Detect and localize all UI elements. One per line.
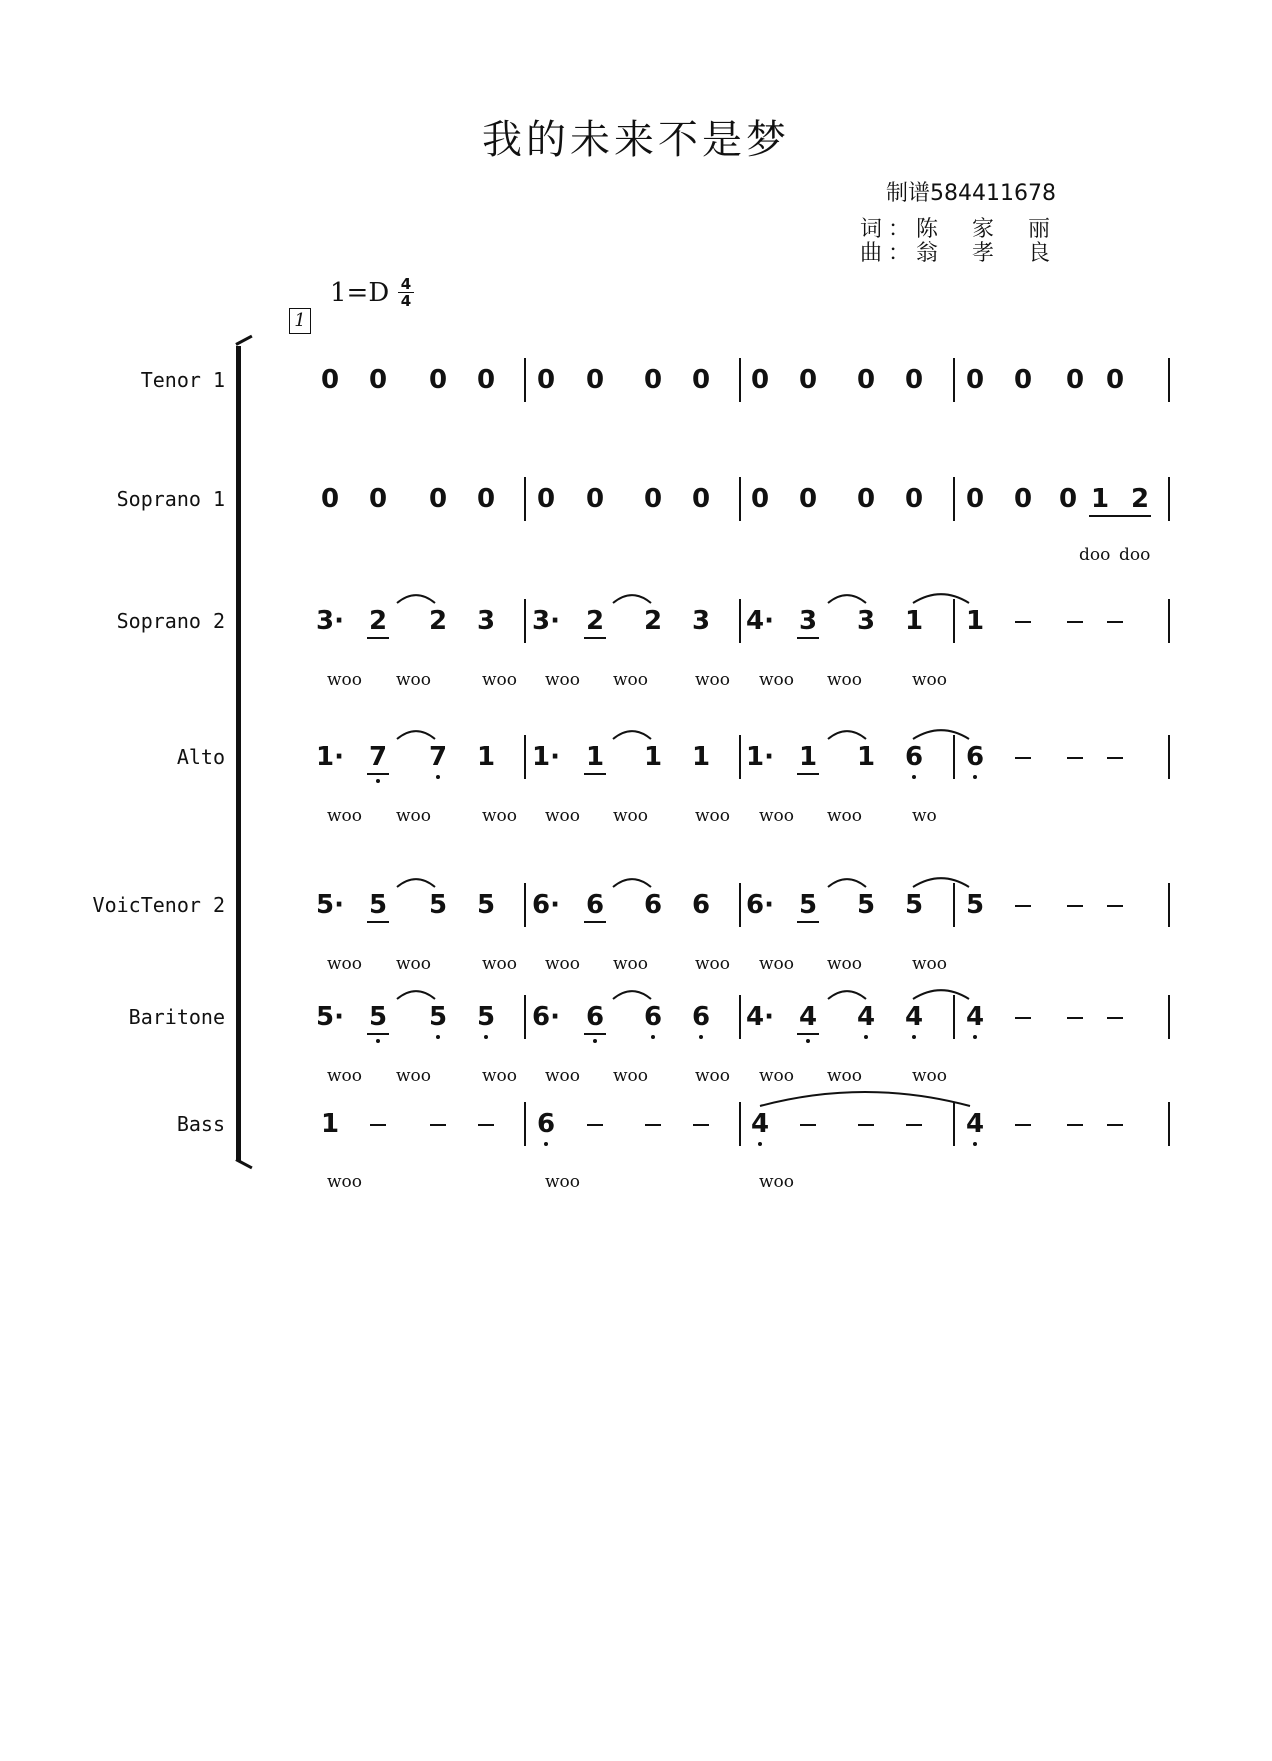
note: 3 xyxy=(691,606,711,636)
note: 5· xyxy=(316,890,344,920)
lyric-syllable: woo xyxy=(827,1066,863,1086)
slur xyxy=(913,594,969,603)
note: 0 xyxy=(476,484,496,514)
lyric-syllable: woo xyxy=(545,1066,581,1086)
note: 0 xyxy=(1065,365,1085,395)
note: 1 xyxy=(585,742,605,772)
note: 1 xyxy=(320,1109,340,1139)
lyric-syllable: wo xyxy=(912,806,937,826)
lyric-syllable: woo xyxy=(759,806,795,826)
note: 0 xyxy=(904,365,924,395)
lyric-syllable: woo xyxy=(327,670,363,690)
lyric-syllable: woo xyxy=(695,1066,731,1086)
note: 5 xyxy=(428,1002,448,1032)
note: 1 xyxy=(1090,484,1110,514)
part-label-alto: Alto xyxy=(176,745,225,769)
note: 6 xyxy=(904,742,924,772)
time-signature-bottom: 4 xyxy=(400,292,412,310)
note: 4· xyxy=(746,1002,774,1032)
note: 0 xyxy=(1105,365,1125,395)
slur xyxy=(828,595,866,603)
note: 0 xyxy=(476,365,496,395)
note: 0 xyxy=(1013,484,1033,514)
note: 1 xyxy=(691,742,711,772)
slur xyxy=(828,731,866,739)
note: 7 xyxy=(368,742,388,772)
time-signature-top: 4 xyxy=(400,275,412,293)
lyric-syllable: woo xyxy=(327,1066,363,1086)
note: 0 xyxy=(368,365,388,395)
note: 6· xyxy=(532,1002,560,1032)
note: 0 xyxy=(428,365,448,395)
note: 0 xyxy=(428,484,448,514)
note: 0 xyxy=(691,365,711,395)
note: 1 xyxy=(476,742,496,772)
slur xyxy=(613,595,651,603)
note: 3 xyxy=(856,606,876,636)
lyric-syllable: woo xyxy=(482,670,518,690)
note: 4 xyxy=(798,1002,818,1032)
note: 0 xyxy=(798,365,818,395)
note: 0 xyxy=(856,484,876,514)
lyric-syllable: woo xyxy=(545,806,581,826)
note: 0 xyxy=(904,484,924,514)
note: 0 xyxy=(643,365,663,395)
note: 4 xyxy=(904,1002,924,1032)
lyric-syllable: woo xyxy=(327,954,363,974)
lyric-syllable: woo xyxy=(695,670,731,690)
lyric-syllable: woo xyxy=(912,1066,948,1086)
note: 6 xyxy=(536,1109,556,1139)
note: 0 xyxy=(965,365,985,395)
note: 0 xyxy=(643,484,663,514)
note: 1 xyxy=(904,606,924,636)
lyric-syllable: woo xyxy=(759,1066,795,1086)
note: 5 xyxy=(476,1002,496,1032)
lyric-syllable: woo xyxy=(759,670,795,690)
slur xyxy=(397,991,435,999)
note: 0 xyxy=(1013,365,1033,395)
part-label-soprano-1: Soprano 1 xyxy=(116,487,225,511)
score-title: 我的未来不是梦 xyxy=(482,117,790,163)
lyric-syllable: doo xyxy=(1079,545,1111,565)
note: 3 xyxy=(798,606,818,636)
note: 4 xyxy=(750,1109,770,1139)
note: 1· xyxy=(532,742,560,772)
note: 0 xyxy=(965,484,985,514)
lyric-syllable: woo xyxy=(759,954,795,974)
lyric-syllable: woo xyxy=(396,806,432,826)
slur xyxy=(397,879,435,887)
slur xyxy=(397,731,435,739)
slur xyxy=(828,879,866,887)
note: 2 xyxy=(585,606,605,636)
lyric-syllable: woo xyxy=(396,954,432,974)
rehearsal-mark: 1 xyxy=(289,308,311,334)
note: 5 xyxy=(368,1002,388,1032)
lyric-syllable: woo xyxy=(327,1172,363,1192)
lyric-syllable: woo xyxy=(695,806,731,826)
note: 0 xyxy=(585,484,605,514)
part-label-bass: Bass xyxy=(176,1112,225,1136)
slur xyxy=(613,731,651,739)
part-label-soprano-2: Soprano 2 xyxy=(116,609,225,633)
lyric-syllable: woo xyxy=(545,954,581,974)
slur xyxy=(913,878,969,887)
note: 0 xyxy=(1058,484,1078,514)
lyric-syllable: woo xyxy=(482,954,518,974)
note: 1 xyxy=(798,742,818,772)
note: 2 xyxy=(368,606,388,636)
note: 6· xyxy=(532,890,560,920)
note: 5 xyxy=(856,890,876,920)
lyric-syllable: woo xyxy=(545,1172,581,1192)
key-signature: 1=D xyxy=(330,278,390,308)
slur xyxy=(760,1092,970,1106)
lyric-syllable: woo xyxy=(613,670,649,690)
note: 5 xyxy=(798,890,818,920)
note: 5 xyxy=(904,890,924,920)
note: 0 xyxy=(691,484,711,514)
note: 4· xyxy=(746,606,774,636)
lyric-syllable: woo xyxy=(613,1066,649,1086)
note: 3· xyxy=(316,606,344,636)
note: 1 xyxy=(965,606,985,636)
transcriber-credit: 制谱584411678 xyxy=(886,181,1056,206)
note: 2 xyxy=(428,606,448,636)
note: 1 xyxy=(856,742,876,772)
composer-credit: 曲：翁 孝 良 xyxy=(859,241,1056,266)
note: 3· xyxy=(532,606,560,636)
note: 0 xyxy=(750,365,770,395)
note: 6 xyxy=(691,890,711,920)
note: 5· xyxy=(316,1002,344,1032)
lyric-syllable: woo xyxy=(396,670,432,690)
note: 4 xyxy=(965,1109,985,1139)
note: 6 xyxy=(585,890,605,920)
note: 0 xyxy=(368,484,388,514)
note: 1· xyxy=(316,742,344,772)
lyricist-credit: 词：陈 家 丽 xyxy=(859,217,1056,242)
note: 5 xyxy=(965,890,985,920)
lyric-syllable: woo xyxy=(613,954,649,974)
note: 1 xyxy=(643,742,663,772)
slur xyxy=(613,991,651,999)
note: 5 xyxy=(368,890,388,920)
slur xyxy=(913,990,969,999)
note: 4 xyxy=(856,1002,876,1032)
note: 1· xyxy=(746,742,774,772)
note: 0 xyxy=(320,484,340,514)
note: 6 xyxy=(691,1002,711,1032)
note: 0 xyxy=(585,365,605,395)
note: 4 xyxy=(965,1002,985,1032)
part-label-tenor-1: Tenor 1 xyxy=(140,368,225,392)
note: 0 xyxy=(798,484,818,514)
lyric-syllable: woo xyxy=(912,954,948,974)
note: 0 xyxy=(536,365,556,395)
note: 0 xyxy=(856,365,876,395)
lyric-syllable: woo xyxy=(482,1066,518,1086)
note: 0 xyxy=(750,484,770,514)
note: 6 xyxy=(643,1002,663,1032)
slur xyxy=(828,991,866,999)
lyric-syllable: doo xyxy=(1119,545,1151,565)
note: 6 xyxy=(585,1002,605,1032)
slur xyxy=(613,879,651,887)
part-label-baritone: Baritone xyxy=(128,1005,225,1029)
lyric-syllable: woo xyxy=(827,954,863,974)
lyric-syllable: woo xyxy=(695,954,731,974)
note: 6· xyxy=(746,890,774,920)
lyric-syllable: woo xyxy=(396,1066,432,1086)
note: 5 xyxy=(476,890,496,920)
note: 7 xyxy=(428,742,448,772)
note: 6 xyxy=(965,742,985,772)
lyric-syllable: woo xyxy=(545,670,581,690)
lyric-syllable: woo xyxy=(912,670,948,690)
note: 6 xyxy=(643,890,663,920)
slur xyxy=(913,730,969,739)
note: 0 xyxy=(320,365,340,395)
note: 2 xyxy=(643,606,663,636)
note: 3 xyxy=(476,606,496,636)
lyric-syllable: woo xyxy=(827,806,863,826)
lyric-syllable: woo xyxy=(827,670,863,690)
note: 0 xyxy=(536,484,556,514)
lyric-syllable: woo xyxy=(327,806,363,826)
slur xyxy=(397,595,435,603)
lyric-syllable: woo xyxy=(613,806,649,826)
note: 2 xyxy=(1130,484,1150,514)
lyric-syllable: woo xyxy=(482,806,518,826)
lyric-syllable: woo xyxy=(759,1172,795,1192)
note: 5 xyxy=(428,890,448,920)
part-label-voictenor-2: VoicTenor 2 xyxy=(92,893,225,917)
